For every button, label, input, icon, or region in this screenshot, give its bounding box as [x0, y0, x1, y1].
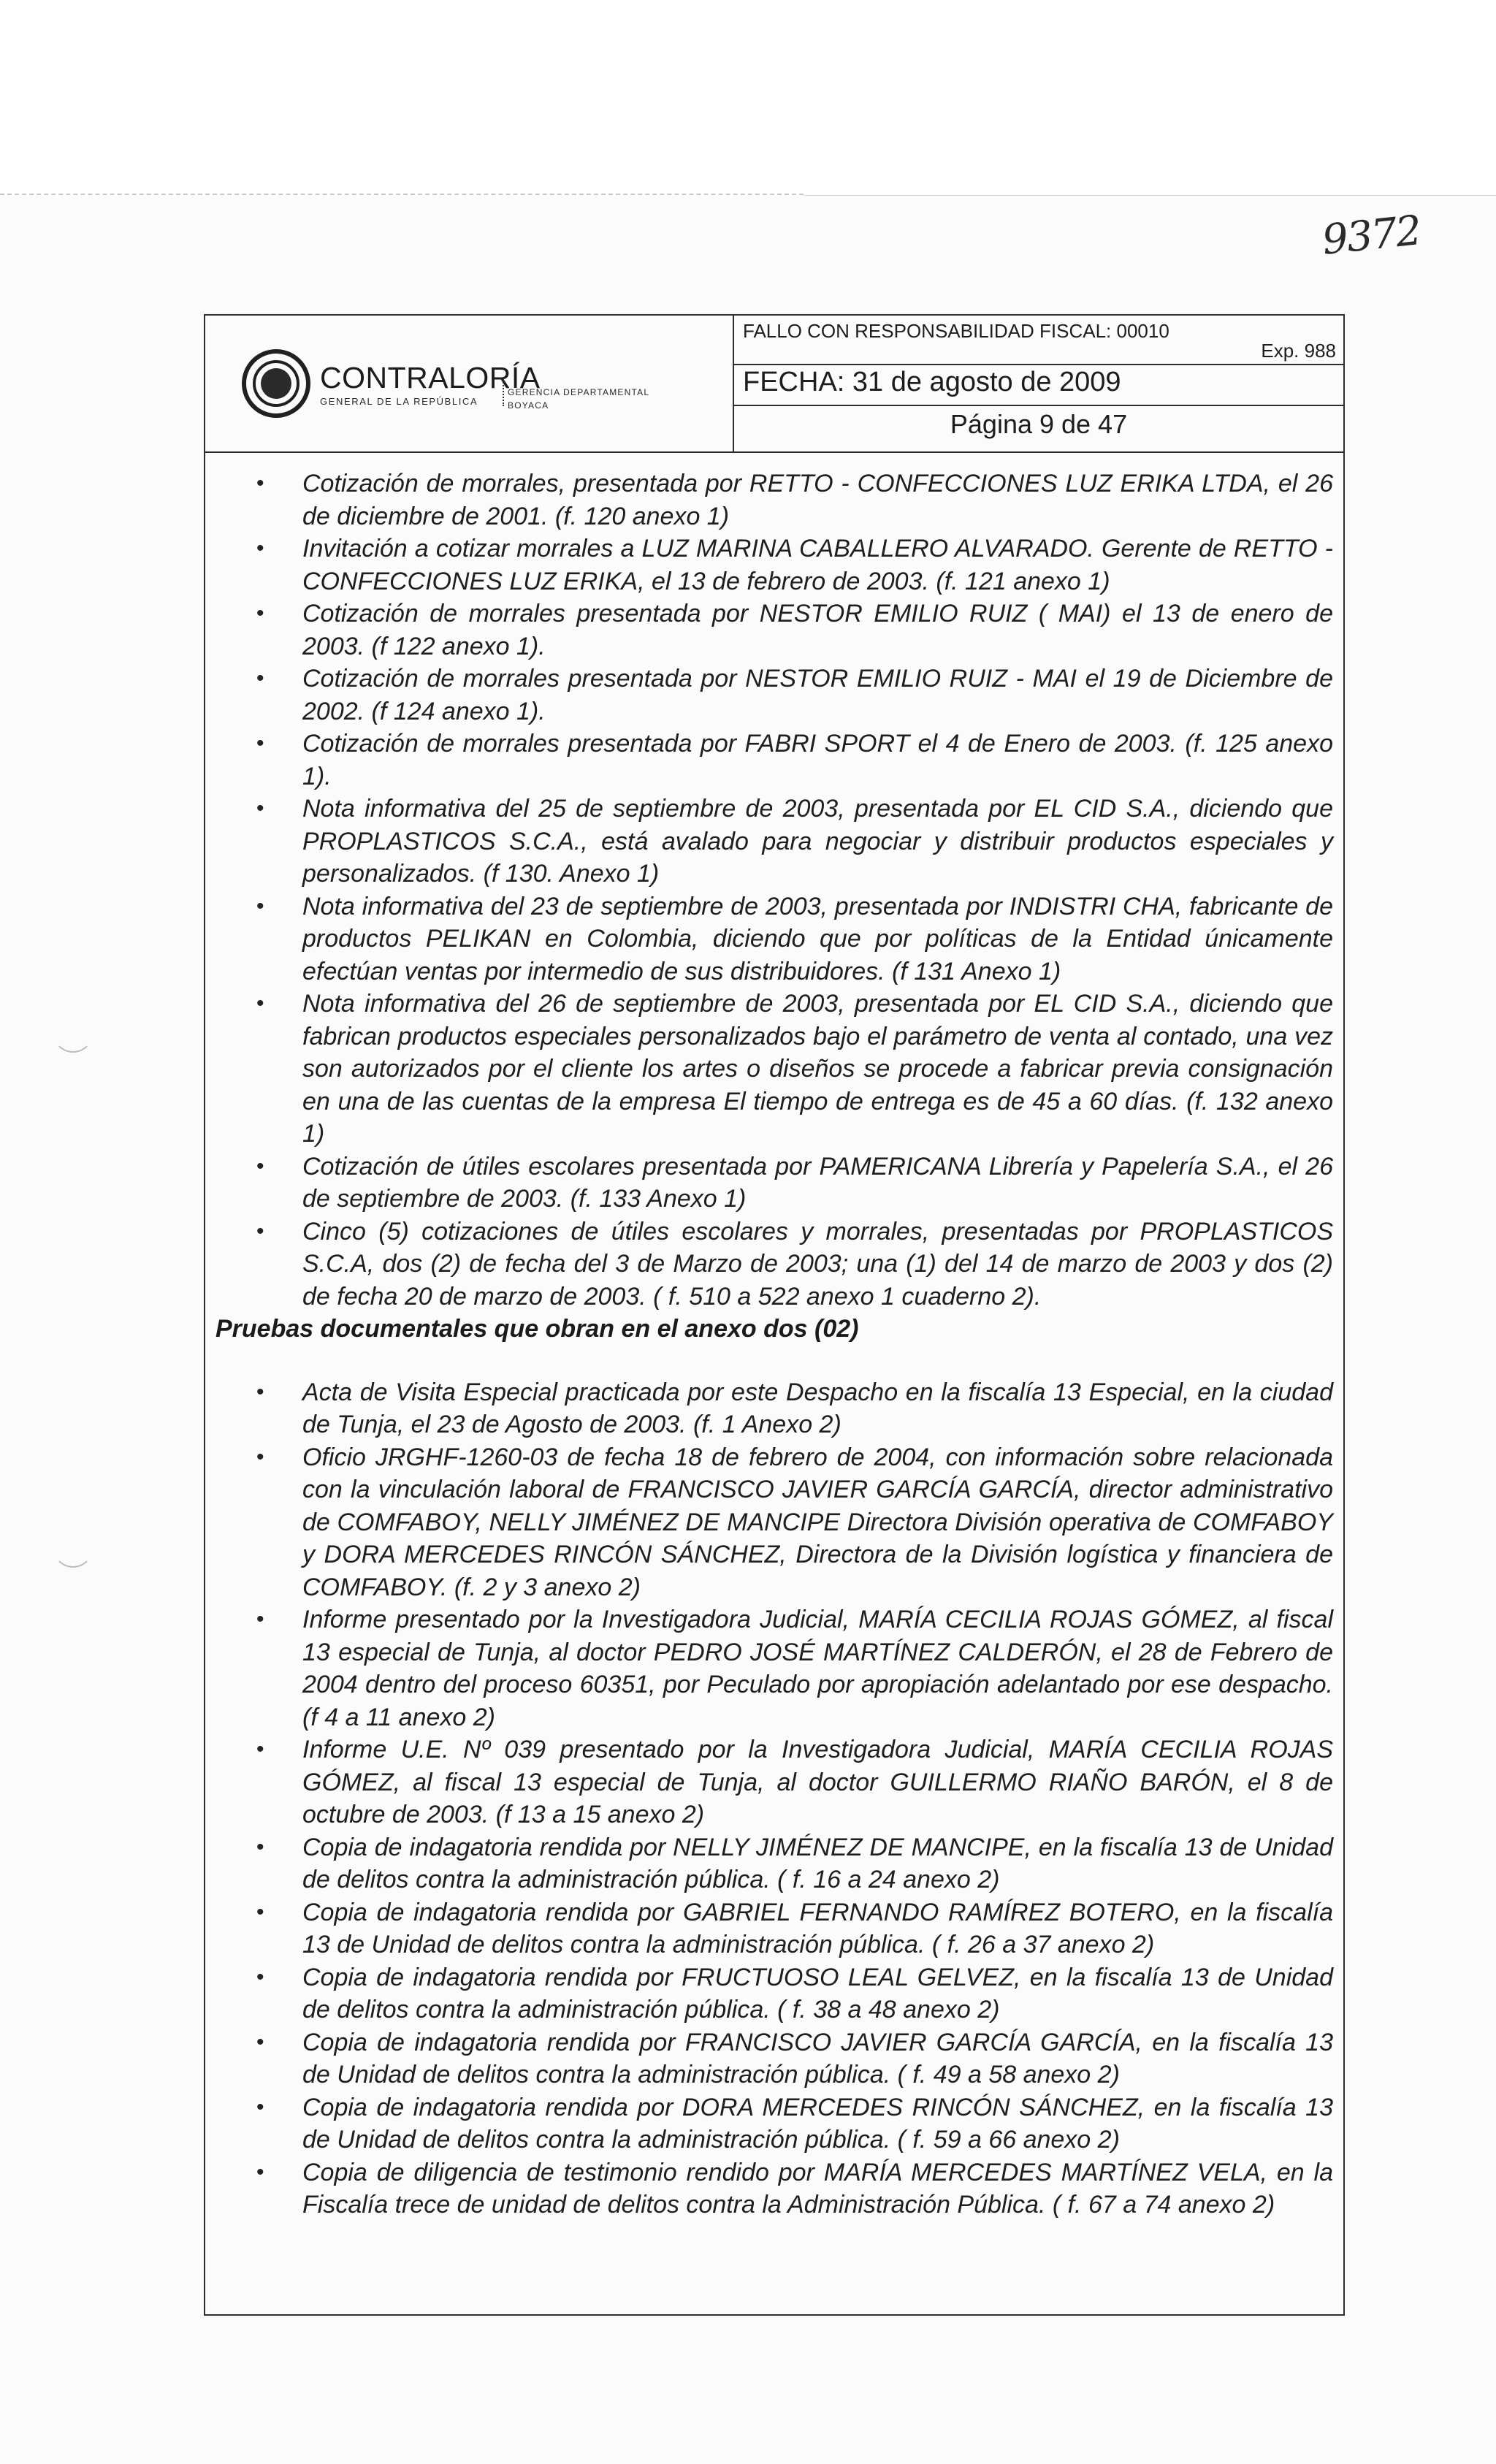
scan-top-margin [0, 0, 1496, 188]
logo-department [508, 386, 649, 412]
header-pagina-row [734, 405, 1343, 450]
contraloria-logo-icon [242, 349, 310, 418]
list-item: • Copia de indagatoria rendida por FRUCTUOSO LEAL GELVEZ, en la fiscalía 13 de Unidad de delitos contra la administración pública. ( f. 38 a 48 anexo 2) [205, 1961, 1343, 2026]
list-item: • Cotización de útiles escolares presentada por PAMERICANA Librería y Papelería S.A., el 26 de septiembre de 2003. (f. 133 Anexo 1) [205, 1151, 1343, 1216]
header-fallo-row [734, 316, 1343, 365]
list-item: • Invitación a cotizar morrales a LUZ MARINA CABALLERO ALVARADO. Gerente de RETTO - CONFECCIONES LUZ ERIKA, el 13 de febrero de 2003. (f. 121 anexo 1) [205, 533, 1343, 598]
list-item: • Cotización de morrales, presentada por RETTO - CONFECCIONES LUZ ERIKA LTDA, el 26 de diciembre de 2001. (f. 120 anexo 1) [205, 468, 1343, 533]
evidence-list-anexo-2 [205, 1376, 1343, 2221]
list-item: • Oficio JRGHF-1260-03 de fecha 18 de febrero de 2004, con información sobre relacionada con la vinculación laboral de FRANCISCO JAVIER GARCÍA GARCÍA, director administrativo de COMFABOY, NELLY JIMÉNEZ DE MANCIPE Directora División operativa de COMFABOY y DORA MERCEDES RINCÓN SÁNCHEZ, Directora de la División logística y financiera de COMFABOY. (f. 2 y 3 anexo 2) [205, 1441, 1343, 1604]
section-heading: Pruebas documentales que obran en el anexo dos (02) [215, 1315, 859, 1343]
handwritten-folio-number: 9372 [1319, 207, 1423, 264]
list-item: • Copia de diligencia de testimonio rendido por MARÍA MERCEDES MARTÍNEZ VELA, en la Fiscalía trece de unidad de delitos contra la Administración Pública. ( f. 67 a 74 anexo 2) [205, 2156, 1343, 2221]
logo-separator [503, 377, 504, 406]
list-item: • Copia de indagatoria rendida por GABRIEL FERNANDO RAMÍREZ BOTERO, en la fiscalía 13 de Unidad de delitos contra la administración pública. ( f. 26 a 37 anexo 2) [205, 1896, 1343, 1961]
header-fecha-row [734, 364, 1343, 406]
punch-hole-mark [53, 1527, 94, 1568]
logo-cell [205, 316, 733, 451]
expediente-number: Exp. 988 [1261, 340, 1336, 362]
fecha-label: FECHA: 31 de agosto de 2009 [743, 367, 1121, 397]
list-item: • Copia de indagatoria rendida por FRANCISCO JAVIER GARCÍA GARCÍA, en la fiscalía 13 de Unidad de delitos contra la administración pública. ( f. 49 a 58 anexo 2) [205, 2026, 1343, 2091]
document-header [205, 316, 1343, 453]
logo-department-line1: GERENCIA DEPARTAMENTAL [508, 387, 650, 397]
list-item: • Acta de Visita Especial practicada por este Despacho en la fiscalía 13 Especial, en la ciudad de Tunja, el 23 de Agosto de 2003. (f. 1 Anexo 2) [205, 1376, 1343, 1441]
scan-edge-line [0, 194, 804, 195]
list-item: • Copia de indagatoria rendida por NELLY JIMÉNEZ DE MANCIPE, en la fiscalía 13 de Unidad de delitos contra la administración pública. ( f. 16 a 24 anexo 2) [205, 1831, 1343, 1896]
list-item: • Cotización de morrales presentada por FABRI SPORT el 4 de Enero de 2003. (f. 125 anexo 1). [205, 728, 1343, 793]
page-number: Página 9 de 47 [950, 409, 1128, 439]
list-item: • Cotización de morrales presentada por NESTOR EMILIO RUIZ ( MAI) el 13 de enero de 2003. (f 122 anexo 1). [205, 598, 1343, 663]
list-item: • Copia de indagatoria rendida por DORA MERCEDES RINCÓN SÁNCHEZ, en la fiscalía 13 de Unidad de delitos contra la administración pública. ( f. 59 a 66 anexo 2) [205, 2091, 1343, 2156]
list-item: • Nota informativa del 25 de septiembre de 2003, presentada por EL CID S.A., diciendo que PROPLASTICOS S.C.A., está avalado para negociar y distribuir productos especiales y personalizados. (f 130. Anexo 1) [205, 793, 1343, 890]
list-item: • Nota informativa del 26 de septiembre de 2003, presentada por EL CID S.A., diciendo que fabrican productos especiales personalizados bajo el parámetro de venta al contado, una vez son autorizados por el cliente los artes o diseños se procede a fabricar previa consignación en una de las cuentas de la empresa El tiempo de entrega es de 45 a 60 días. (f. 132 anexo 1) [205, 988, 1343, 1151]
fallo-title: FALLO CON RESPONSABILIDAD FISCAL: 00010 [743, 320, 1169, 342]
list-item: • Nota informativa del 23 de septiembre de 2003, presentada por INDISTRI CHA, fabricante de productos PELIKAN en Colombia, diciendo que por políticas de la Entidad únicamente efectúan ventas por intermedio de sus distribuidores. (f 131 Anexo 1) [205, 890, 1343, 988]
list-item: • Informe U.E. Nº 039 presentado por la Investigadora Judicial, MARÍA CECILIA ROJAS GÓMEZ, al fiscal 13 especial de Tunja, al doctor GUILLERMO RIAÑO BARÓN, el 8 de octubre de 2003. (f 13 a 15 anexo 2) [205, 1733, 1343, 1831]
list-item: • Cotización de morrales presentada por NESTOR EMILIO RUIZ - MAI el 19 de Diciembre de 2002. (f 124 anexo 1). [205, 663, 1343, 728]
header-info-cell [734, 316, 1343, 451]
logo-wordmark: CONTRALORÍA [320, 361, 541, 394]
scan-edge-line-right [804, 195, 1496, 196]
evidence-list-anexo-1 [205, 468, 1343, 1313]
logo-department-line2: BOYACA [508, 400, 549, 411]
logo-subtitle: GENERAL DE LA REPÚBLICA [320, 396, 478, 407]
punch-hole-mark [53, 1012, 94, 1053]
list-item: • Cinco (5) cotizaciones de útiles escolares y morrales, presentadas por PROPLASTICOS S.C.A, dos (2) de fecha del 3 de Marzo de 2003; una (1) del 14 de marzo de 2003 y dos (2) de fecha 20 de marzo de 2003. ( f. 510 a 522 anexo 1 cuaderno 2). [205, 1216, 1343, 1313]
list-item: • Informe presentado por la Investigadora Judicial, MARÍA CECILIA ROJAS GÓMEZ, al fiscal 13 especial de Tunja, al doctor PEDRO JOSÉ MARTÍNEZ CALDERÓN, el 28 de Febrero de 2004 dentro del proceso 60351, por Peculado por apropiación adelantado por ese despacho. (f 4 a 11 anexo 2) [205, 1603, 1343, 1733]
document-frame [204, 314, 1345, 2316]
document-body [205, 453, 1343, 2221]
